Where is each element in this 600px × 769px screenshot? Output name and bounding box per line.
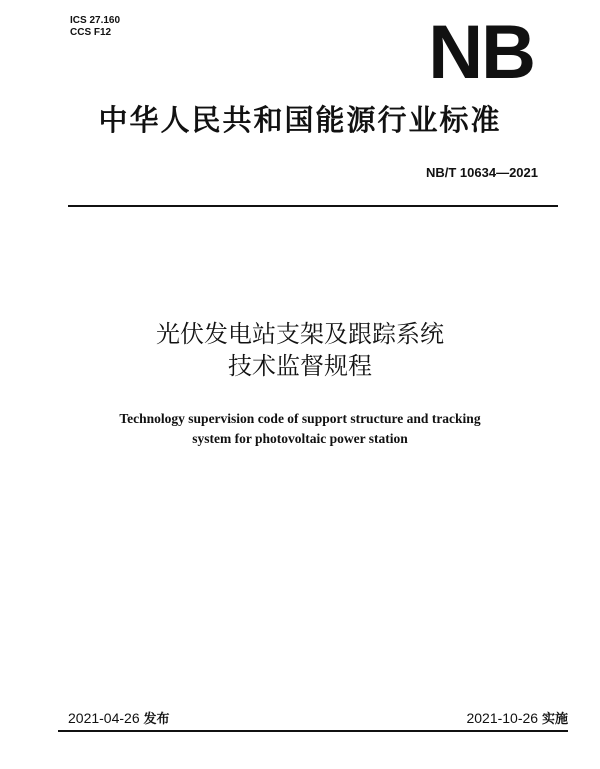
issue-date-value: 2021-04-26 <box>68 710 140 726</box>
title-cn-line-1: 光伏发电站支架及跟踪系统 <box>156 320 444 348</box>
title-english <box>0 409 600 449</box>
ics-code: ICS 27.160 <box>70 15 121 26</box>
title-en-line-1: Technology supervision code of support structure and tracking <box>119 411 481 426</box>
nb-logo: NB <box>428 10 534 95</box>
issuing-authority: 中华人民共和国能源行业标准 <box>98 103 502 137</box>
header-divider <box>68 205 558 207</box>
title-en-line-2: system for photovoltaic power station <box>192 431 408 446</box>
footer-divider <box>58 730 568 732</box>
standard-number: NB/T 10634—2021 <box>425 165 538 180</box>
title-chinese <box>0 318 600 382</box>
ccs-code: CCS F12 <box>70 27 112 38</box>
issue-label: 发布 <box>143 712 170 727</box>
implementation-date <box>466 708 568 727</box>
issue-date <box>68 708 170 727</box>
classification-codes <box>70 15 120 39</box>
implementation-date-value: 2021-10-26 <box>466 710 539 726</box>
implementation-label: 实施 <box>541 712 568 727</box>
title-cn-line-2: 技术监督规程 <box>228 352 372 380</box>
